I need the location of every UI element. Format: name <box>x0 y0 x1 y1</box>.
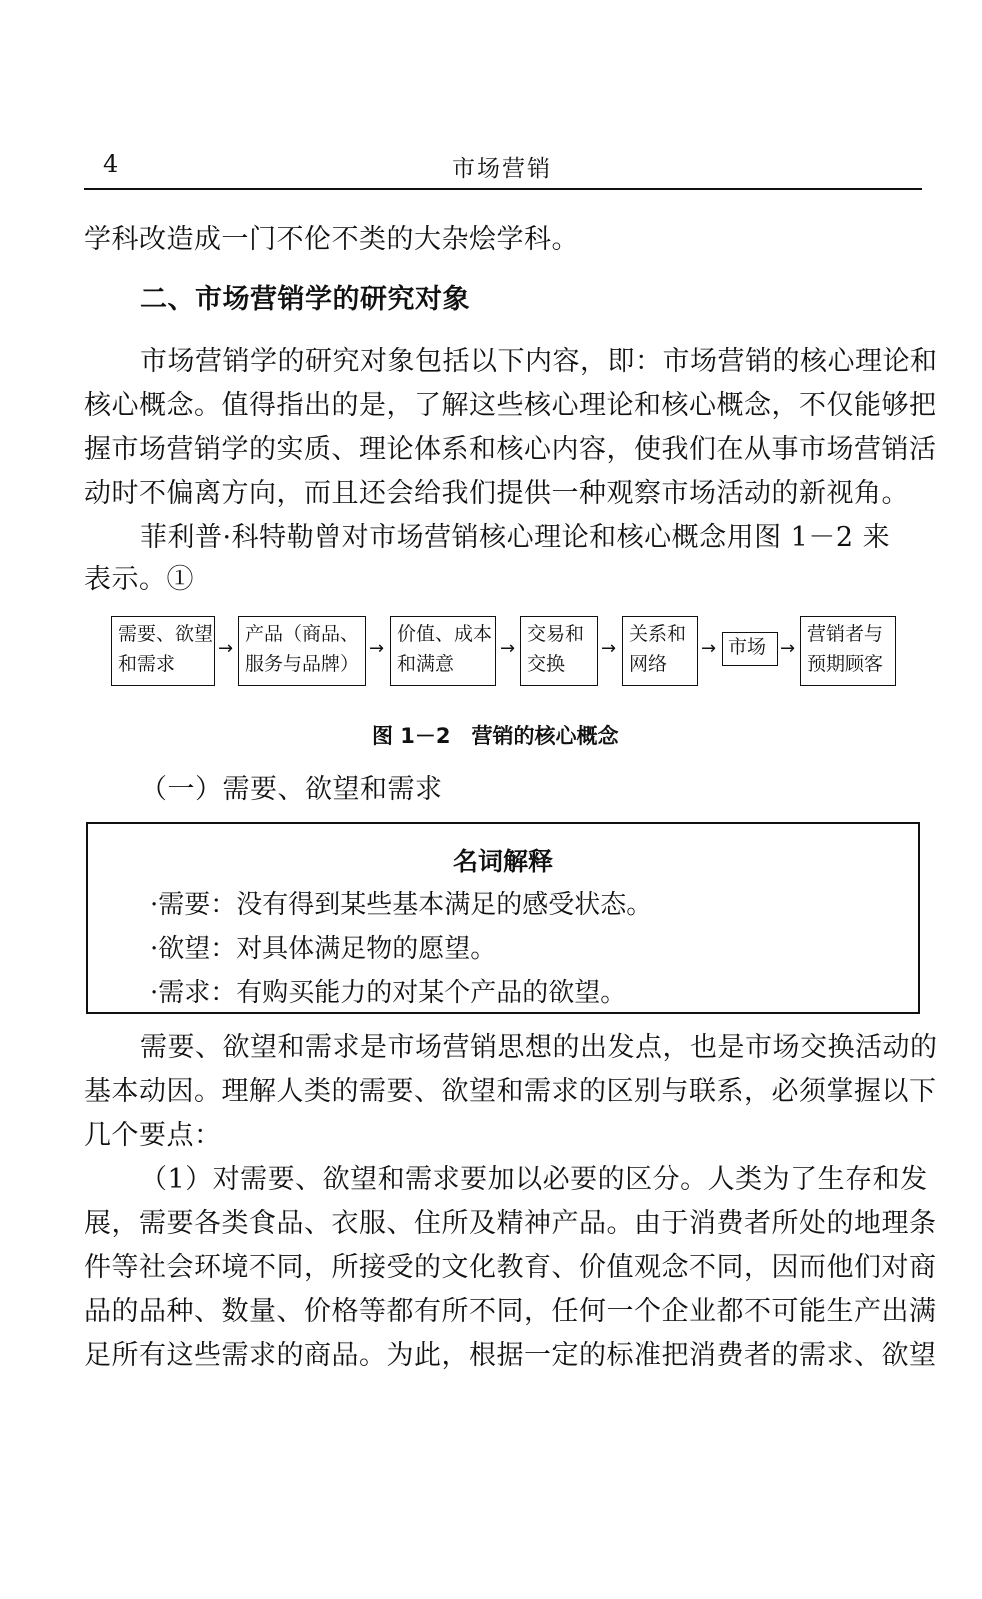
flow-box-line: 和需求 <box>118 653 176 675</box>
sub-heading: （一）需要、欲望和需求 <box>140 774 443 805</box>
flow-box-line: 价值、成本 <box>397 623 493 645</box>
core-concepts-flow-diagram <box>84 608 922 688</box>
flow-box-line: 关系和 <box>629 623 687 645</box>
text-line: 基本动因。理解人类的需要、欲望和需求的区别与联系，必须掌握以下 <box>84 1076 937 1107</box>
flow-box-line: 交易和 <box>527 623 585 645</box>
flow-box-market <box>722 632 778 666</box>
text-line: 几个要点： <box>84 1120 222 1151</box>
text-line: 动时不偏离方向，而且还会给我们提供一种观察市场活动的新视角。 <box>84 478 909 509</box>
flow-box-line: 需要、欲望 <box>118 623 214 645</box>
text-line: 握市场营销学的实质、理论体系和核心内容，使我们在从事市场营销活 <box>84 434 937 465</box>
text-line: 表示。① <box>84 564 194 595</box>
flow-arrow-icon: → <box>780 638 796 659</box>
flow-box-marketers <box>800 616 896 686</box>
flow-box-value <box>390 616 496 686</box>
flow-arrow-icon: → <box>500 638 516 659</box>
flow-arrow-icon: → <box>601 638 617 659</box>
flow-box-exchange <box>520 616 598 686</box>
flow-box-line: 营销者与 <box>807 623 884 645</box>
flow-box-needs <box>111 616 215 686</box>
flow-box-line: 交换 <box>527 653 566 675</box>
definitions-title: 名词解释 <box>452 847 553 876</box>
text-line: 件等社会环境不同，所接受的文化教育、价值观念不同，因而他们对商 <box>84 1252 937 1283</box>
text-line: 展，需要各类食品、衣服、住所及精神产品。由于消费者所处的地理条 <box>84 1208 937 1239</box>
figure-caption: 图 1－2 营销的核心概念 <box>372 724 619 748</box>
flow-box-line: 预期顾客 <box>807 653 884 675</box>
running-header-title: 市场营销 <box>452 156 552 182</box>
text-line: 核心概念。值得指出的是，了解这些核心理论和核心概念，不仅能够把 <box>84 390 937 421</box>
flow-box-line: 服务与品牌） <box>245 653 360 675</box>
text-line: 市场营销学的研究对象包括以下内容，即：市场营销的核心理论和 <box>140 346 938 377</box>
definition-item: ·需求：有购买能力的对某个产品的欲望。 <box>150 978 627 1008</box>
flow-arrow-icon: → <box>701 638 717 659</box>
flow-box-line: 网络 <box>629 653 668 675</box>
text-line: 菲利普·科特勒曾对市场营销核心理论和核心概念用图 1－2 来 <box>140 522 891 553</box>
text-line: 学科改造成一门不伦不类的大杂烩学科。 <box>84 224 579 255</box>
header-rule <box>84 188 922 190</box>
text-line: 品的品种、数量、价格等都有所不同，任何一个企业都不可能生产出满 <box>84 1296 937 1327</box>
flow-arrow-icon: → <box>369 638 385 659</box>
definition-item: ·需要：没有得到某些基本满足的感受状态。 <box>150 890 653 920</box>
text-line: （1）对需要、欲望和需求要加以必要的区分。人类为了生存和发 <box>140 1164 928 1195</box>
flow-box-line: 市场 <box>728 636 767 658</box>
flow-arrow-icon: → <box>218 638 234 659</box>
page-number: 4 <box>103 150 119 178</box>
definitions-box <box>86 822 920 1014</box>
text-line: 足所有这些需求的商品。为此，根据一定的标准把消费者的需求、欲望 <box>84 1340 937 1371</box>
flow-box-line: 产品（商品、 <box>245 623 360 645</box>
flow-box-relationships <box>622 616 698 686</box>
text-line: 需要、欲望和需求是市场营销思想的出发点，也是市场交换活动的 <box>140 1032 938 1063</box>
section-heading: 二、市场营销学的研究对象 <box>140 284 470 315</box>
flow-box-line: 和满意 <box>397 653 455 675</box>
definition-item: ·欲望：对具体满足物的愿望。 <box>150 934 497 964</box>
flow-box-products <box>238 616 366 686</box>
